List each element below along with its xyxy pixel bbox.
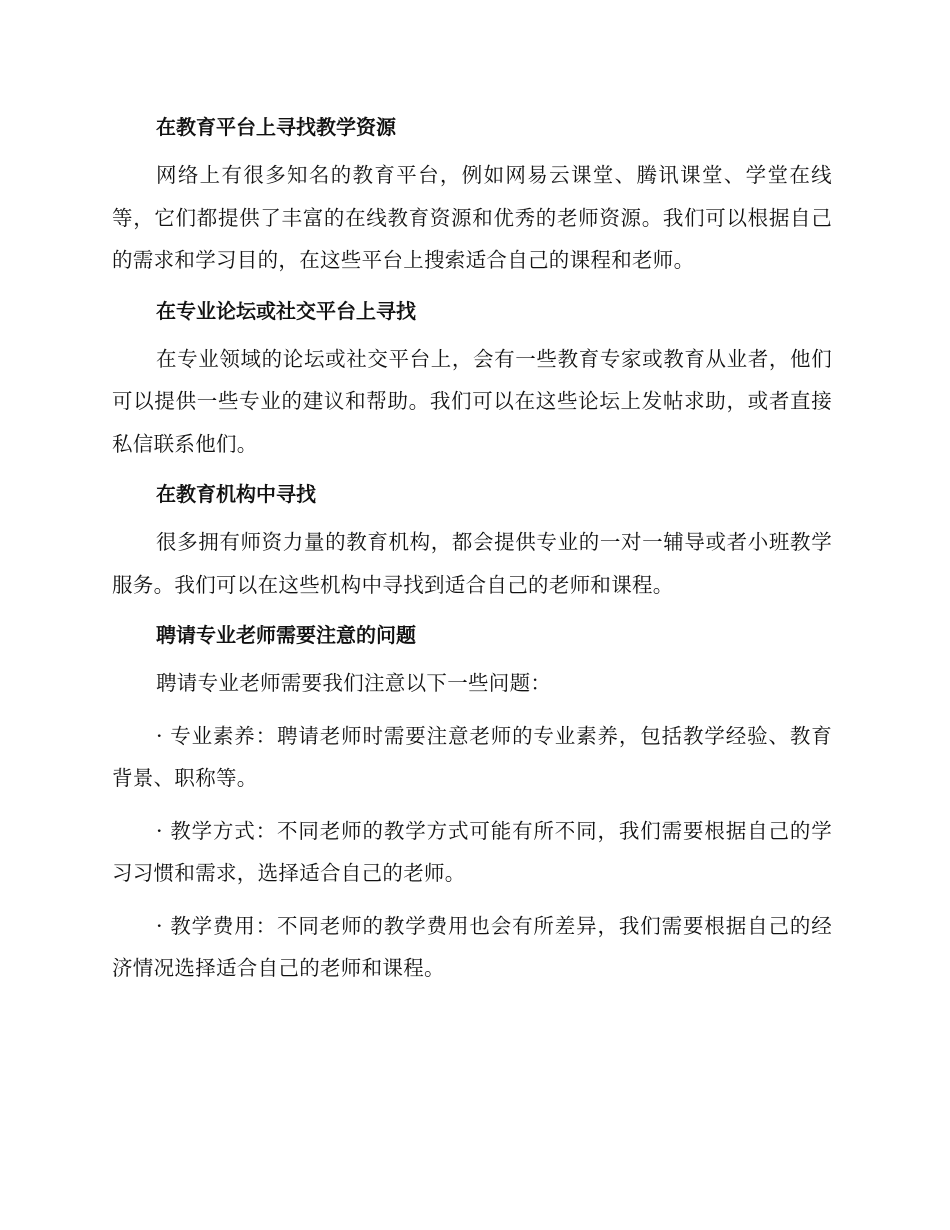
section-paragraph-forums: 在专业领域的论坛或社交平台上，会有一些教育专家或教育从业者，他们可以提供一些专业的建议和帮助。我们可以在这些论坛上发帖求助，或者直接私信联系他们。 <box>112 346 832 456</box>
document-page <box>112 108 832 1000</box>
bullet-item-teaching-fees: · 教学费用：不同老师的教学费用也会有所差异，我们需要根据自己的经济情况选择适合自己的老师和课程。 <box>112 913 832 980</box>
bullet-item-professionalism: · 专业素养：聘请老师时需要注意老师的专业素养，包括教学经验、教育背景、职称等。 <box>112 723 832 790</box>
section-heading-institutions: 在教育机构中寻找 <box>156 482 316 506</box>
section-paragraph-considerations: 聘请专业老师需要我们注意以下一些问题： <box>156 671 552 695</box>
section-paragraph-platforms: 网络上有很多知名的教育平台，例如网易云课堂、腾讯课堂、学堂在线等，它们都提供了丰富的在线教育资源和优秀的老师资源。我们可以根据自己的需求和学习目的，在这些平台上搜索适合自己的课程和老师。 <box>112 163 832 272</box>
section-paragraph-institutions: 很多拥有师资力量的教育机构，都会提供专业的一对一辅导或者小班教学服务。我们可以在这些机构中寻找到适合自己的老师和课程。 <box>112 530 832 597</box>
bullet-item-teaching-method: · 教学方式：不同老师的教学方式可能有所不同，我们需要根据自己的学习习惯和需求，选择适合自己的老师。 <box>112 818 832 885</box>
section-heading-forums: 在专业论坛或社交平台上寻找 <box>156 298 416 323</box>
section-heading-considerations: 聘请专业老师需要注意的问题 <box>156 623 416 647</box>
section-heading-platforms: 在教育平台上寻找教学资源 <box>156 115 396 139</box>
